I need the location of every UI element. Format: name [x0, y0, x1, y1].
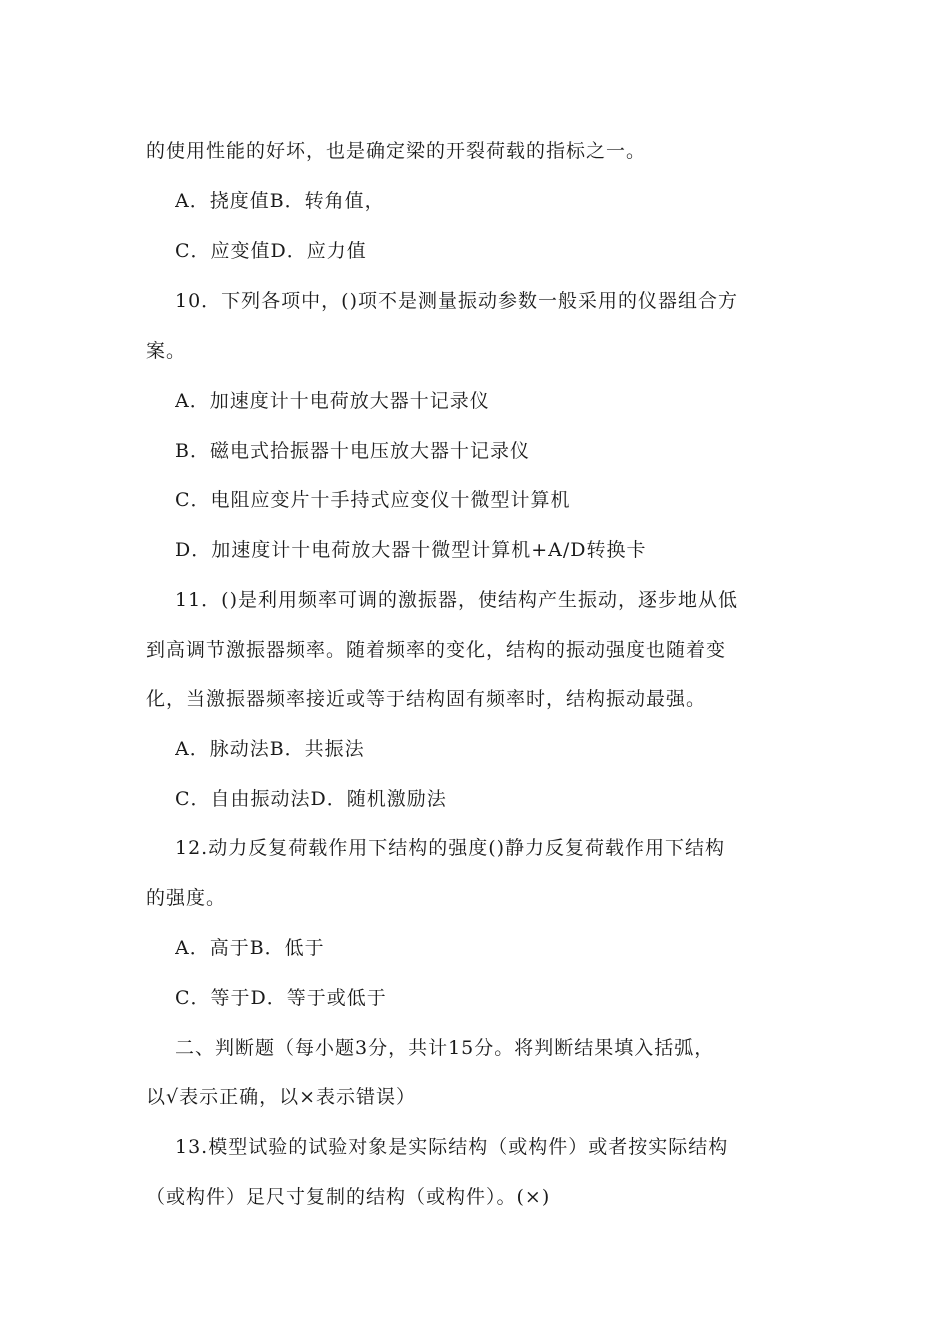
option-line: C．应变值D．应力值 — [175, 240, 367, 262]
question-11-continuation: 到高调节激振器频率。随着频率的变化，结构的振动强度也随着变 — [146, 639, 727, 661]
question-12: 12.动力反复荷载作用下结构的强度()静力反复荷载作用下结构 — [175, 837, 726, 859]
option-line: D．加速度计十电荷放大器十微型计算机+A/D转换卡 — [175, 539, 647, 561]
section-heading-continuation: 以√表示正确，以×表示错误） — [146, 1086, 417, 1108]
question-12-continuation: 的强度。 — [146, 887, 227, 909]
question-11: 11．()是利用频率可调的激振器，使结构产生振动，逐步地从低 — [175, 589, 739, 611]
question-11-continuation: 化，当激振器频率接近或等于结构固有频率时，结构振动最强。 — [146, 688, 707, 710]
option-line: B．磁电式拾振器十电压放大器十记录仪 — [175, 440, 530, 462]
question-10: 10．下列各项中，()项不是测量振动参数一般采用的仪器组合方 — [175, 290, 739, 312]
option-line: C．电阻应变片十手持式应变仪十微型计算机 — [175, 489, 571, 511]
question-13: 13.模型试验的试验对象是实际结构（或构件）或者按实际结构 — [175, 1136, 729, 1158]
text-line-continuation: 的使用性能的好坏，也是确定梁的开裂荷载的指标之一。 — [146, 140, 647, 162]
question-10-continuation: 案。 — [146, 340, 187, 362]
option-line: A．脉动法B．共振法 — [175, 738, 365, 760]
option-line: C．等于D．等于或低于 — [175, 987, 387, 1009]
option-line: A．高于B．低于 — [175, 937, 325, 959]
option-line: C．自由振动法D．随机激励法 — [175, 788, 447, 810]
section-heading: 二、判断题（每小题3分，共计15分。将判断结果填入括弧， — [175, 1037, 715, 1059]
option-line: A．加速度计十电荷放大器十记录仪 — [175, 390, 490, 412]
question-13-continuation: （或构件）足尺寸复制的结构（或构件）。(×) — [146, 1186, 551, 1208]
option-line: A．挠度值B．转角值， — [175, 190, 385, 212]
